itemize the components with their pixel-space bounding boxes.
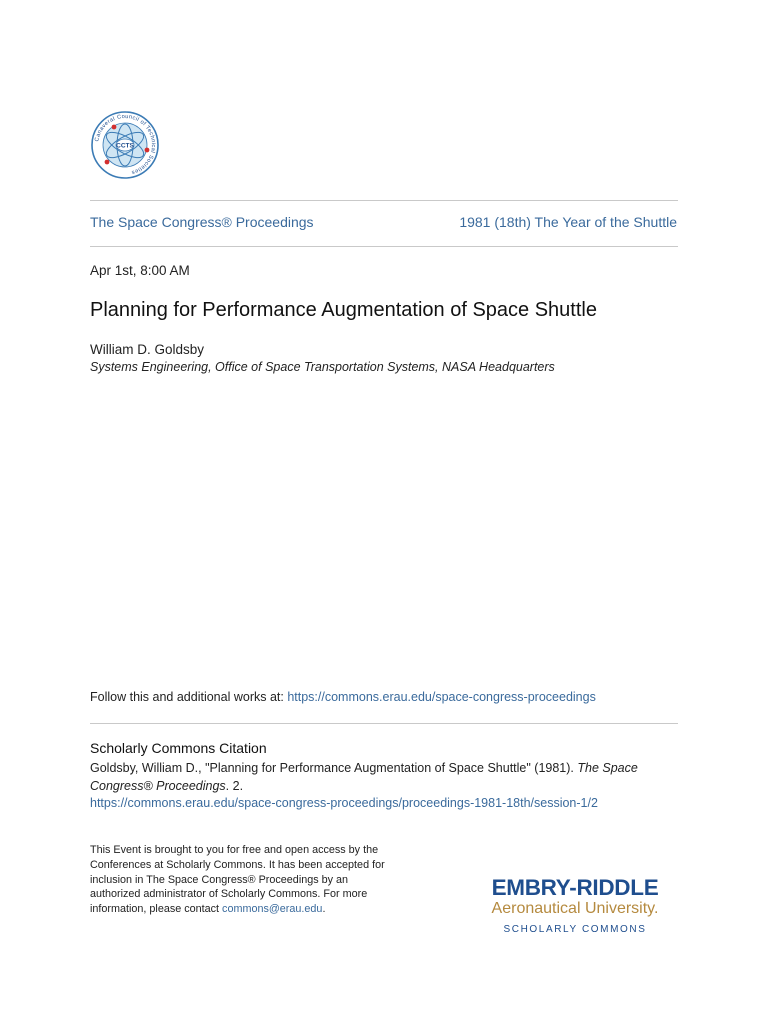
divider-top — [90, 200, 678, 201]
paper-title: Planning for Performance Augmentation of Space Shuttle — [90, 299, 597, 321]
brand-subtitle: Aeronautical University. — [491, 900, 659, 917]
brand-name: EMBRY-RIDDLE — [491, 875, 659, 900]
author-name: William D. Goldsby — [90, 342, 205, 357]
divider-header-bottom — [90, 246, 678, 247]
citation-journal: The Space Congress® Proceedings — [90, 761, 638, 793]
erau-brand-logo — [470, 876, 680, 935]
atom-logo-icon — [90, 108, 160, 182]
divider-citation — [90, 723, 678, 724]
citation-body: Goldsby, William D., "Planning for Performance Augmentation of Space Shuttle" (1981). — [90, 761, 578, 775]
brand-unit: SCHOLARLY COMMONS — [503, 924, 647, 935]
citation-text — [90, 760, 670, 813]
author-affiliation: Systems Engineering, Office of Space Transportation Systems, NASA Headquarters — [90, 360, 555, 374]
contact-email-link[interactable]: commons@erau.edu — [222, 903, 323, 916]
ccts-logo — [90, 108, 160, 182]
series-link[interactable]: The Space Congress® Proceedings — [90, 214, 314, 230]
follow-prefix: Follow this and additional works at: — [90, 690, 288, 704]
logo-center-text: CCTS — [116, 142, 134, 150]
follow-link[interactable]: https://commons.erau.edu/space-congress-proceedings — [287, 690, 596, 704]
event-date: Apr 1st, 8:00 AM — [90, 263, 190, 278]
notice-text: This Event is brought to you for free and open access by the Conferences at Scholarly Commons. It has been accepted for inclusion in The Space Congress® Proceedings by an authorized administrator of Scholarly Commons. For more information, please contact — [90, 844, 385, 916]
notice-end: . — [322, 903, 326, 916]
citation-issue: . 2. — [225, 778, 244, 793]
logo-ring-text: Canaveral Council of Technical Societies — [94, 113, 157, 176]
follow-line — [90, 690, 596, 704]
citation-link[interactable]: https://commons.erau.edu/space-congress-proceedings/proceedings-1981-18th/session-1/2 — [90, 796, 598, 810]
year-link[interactable]: 1981 (18th) The Year of the Shuttle — [459, 214, 677, 230]
citation-heading: Scholarly Commons Citation — [90, 740, 267, 756]
access-notice — [90, 843, 390, 917]
